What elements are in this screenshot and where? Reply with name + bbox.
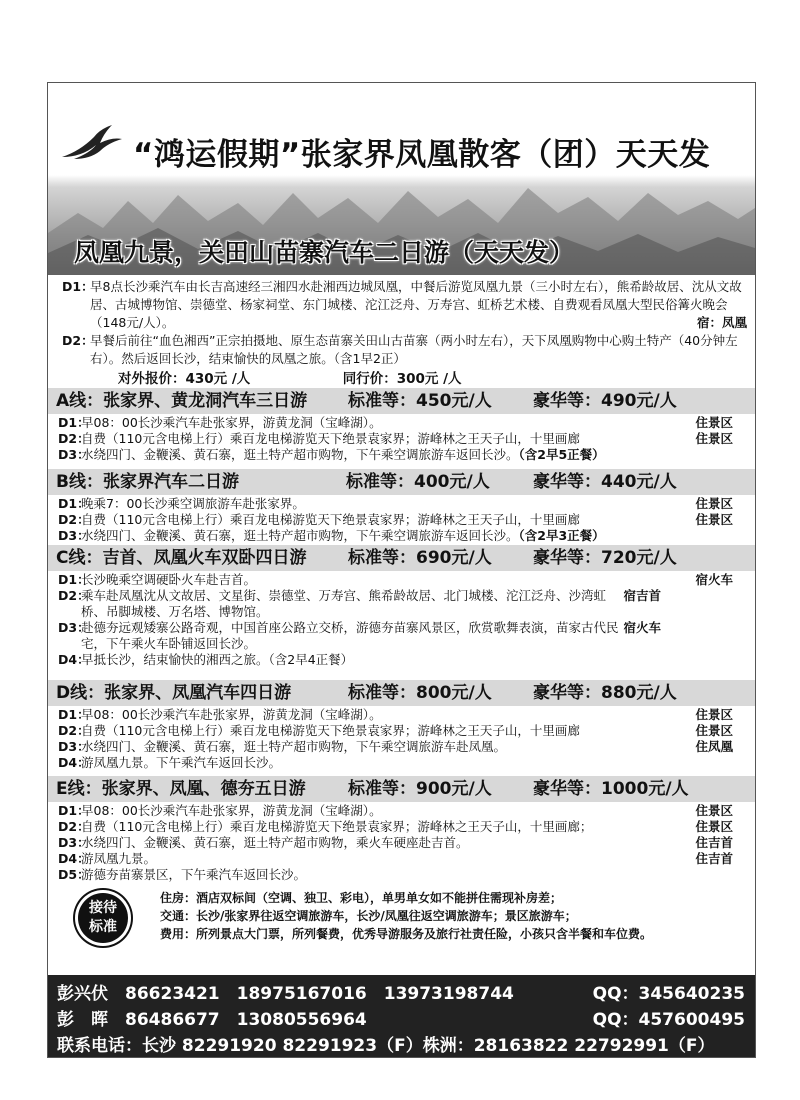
public-price: 对外报价：430元 /人 — [118, 371, 251, 387]
day-label: D2： — [62, 333, 94, 348]
luxury-price: 豪华等：880元/人 — [533, 683, 677, 703]
intro-itinerary — [48, 278, 755, 388]
luxury-price: 豪华等：1000元/人 — [533, 779, 689, 799]
day-row — [48, 867, 755, 883]
day-row — [48, 572, 755, 588]
route-days — [48, 571, 755, 668]
stay-label: 住吉首 — [695, 851, 733, 866]
day-label: D1： — [58, 415, 90, 430]
day-text: 早08：00长沙乘汽车赴张家界，游黄龙洞（宝峰湖）。 — [81, 415, 382, 430]
route-section — [48, 545, 755, 668]
route-days — [48, 414, 755, 463]
route-section — [48, 388, 755, 463]
stay-label: 住景区 — [695, 431, 733, 446]
intro-day-2 — [48, 332, 755, 368]
day-label: D2： — [58, 723, 90, 738]
meal-note: （含2早3正餐） — [518, 528, 605, 543]
day-row — [48, 512, 755, 528]
intro-day-1 — [48, 278, 755, 332]
banner-subtitle: 凤凰九景，关田山苗寨汽车二日游（天天发） — [74, 238, 575, 267]
day-label: D3： — [58, 620, 90, 635]
stay-label: 宿火车 — [623, 620, 661, 635]
day-text: 游凤凰九景。 — [81, 851, 157, 866]
day-label: D5： — [58, 867, 90, 882]
stay-label: 住景区 — [695, 819, 733, 834]
day-text: 早08：00长沙乘汽车赴张家界，游黄龙洞（宝峰湖）。 — [81, 707, 382, 722]
day-text: 游凤凰九景。下午乘汽车返回长沙。 — [81, 755, 282, 770]
badge-line-2: 标准 — [89, 919, 117, 935]
day-row — [48, 415, 755, 431]
day-text: 自费（110元含电梯上行）乘百龙电梯游览天下绝景袁家界；游峰林之王天子山，十里画廊 — [81, 512, 580, 527]
day-text: 早餐后前往“血色湘西”正宗拍摄地、原生态苗寨关田山古苗寨（两小时左右），天下凤凰购物中心购土特产（40分钟左右）。然后返回长沙，结束愉快的凤凰之旅。（含1早2正） — [90, 333, 738, 366]
stay-label: 住景区 — [695, 415, 733, 430]
day-text: 水绕四门、金鞭溪、黄石寨，逛土特产超市购物，乘火车硬座赴吉首。 — [81, 835, 469, 850]
day-row — [48, 819, 755, 835]
stay-label: 住景区 — [695, 803, 733, 818]
route-section — [48, 469, 755, 544]
day-text: 自费（110元含电梯上行）乘百龙电梯游览天下绝景袁家界；游峰林之王天子山，十里画廊； — [81, 819, 593, 834]
day-row — [48, 723, 755, 739]
day-row — [48, 447, 755, 463]
day-label: D1： — [62, 279, 94, 294]
day-row — [48, 431, 755, 447]
route-name: A线：张家界、黄龙洞汽车三日游 — [56, 391, 308, 411]
day-row — [48, 851, 755, 867]
contact-row-1: 彭兴伏 86623421 18975167016 13973198744 — [57, 984, 514, 1004]
route-name: C线：吉首、凤凰火车双卧四日游 — [56, 548, 307, 568]
route-header — [48, 680, 755, 706]
standard-price: 标准等：900元/人 — [348, 779, 492, 799]
route-name: D线：张家界、凤凰汽车四日游 — [56, 683, 292, 703]
day-label: D4： — [58, 652, 90, 667]
route-header — [48, 469, 755, 495]
stay-label: 住景区 — [695, 512, 733, 527]
day-text: 长沙晚乘空调硬卧火车赴吉首。 — [81, 572, 257, 587]
day-row — [48, 835, 755, 851]
stay-label: 住景区 — [695, 496, 733, 511]
route-section — [48, 776, 755, 883]
day-row — [48, 496, 755, 512]
day-text: 早抵长沙，结束愉快的湘西之旅。（含2早4正餐） — [81, 652, 354, 667]
day-label: D4： — [58, 851, 90, 866]
day-text: 晚乘7：00长沙乘空调旅游车赴张家界。 — [81, 496, 305, 511]
day-label: D2： — [58, 512, 90, 527]
intro-prices — [48, 370, 755, 388]
fees-line: 费用：所列景点大门票，所列餐费，优秀导游服务及旅行社责任险，小孩只含半餐和车位费。 — [160, 927, 653, 941]
day-row — [48, 620, 755, 652]
stay-label: 住吉首 — [695, 835, 733, 850]
route-days — [48, 706, 755, 771]
route-name: B线：张家界汽车二日游 — [56, 472, 239, 492]
day-row — [48, 803, 755, 819]
day-label: D1： — [58, 707, 90, 722]
contact-row-3: 联系电话：长沙 82291920 82291923（F）株洲：28163822 22792991（F） — [57, 1036, 715, 1056]
lodging-line: 住房：酒店双标间（空调、独卫、彩电），单男单女如不能拼住需现补房差； — [160, 891, 563, 905]
day-text: 早08：00长沙乘汽车赴张家界，游黄龙洞（宝峰湖）。 — [81, 803, 382, 818]
day-label: D2： — [58, 819, 90, 834]
day-text: 早8点长沙乘汽车由长吉高速经三湘四水赴湘西边城凤凰，中餐后游览凤凰九景（三小时左右），熊希龄故居、沈从文故居、古城博物馆、崇德堂、杨家祠堂、东门城楼、沱江泛舟、万寿宫、虹桥艺术楼、自费观看凤凰大型民俗篝火晚会（148元/人）。 — [90, 279, 742, 330]
day-row — [48, 652, 755, 668]
day-label: D1： — [58, 572, 90, 587]
day-label: D3： — [58, 835, 90, 850]
standard-price: 标准等：400元/人 — [346, 472, 490, 492]
day-text: 水绕四门、金鞭溪、黄石寨，逛土特产超市购物，下午乘空调旅游车赴凤凰。 — [81, 739, 507, 754]
swallow-logo-icon — [60, 123, 124, 163]
day-row — [48, 707, 755, 723]
day-row — [48, 588, 755, 620]
day-text: 水绕四门、金鞭溪、黄石寨，逛土特产超市购物，下午乘空调旅游车返回长沙。 — [81, 528, 519, 543]
contact-row-2: 彭 晖 86486677 13080556964 — [57, 1010, 367, 1030]
day-row — [48, 755, 755, 771]
day-label: D3： — [58, 739, 90, 754]
flyer — [47, 82, 756, 1058]
route-days — [48, 802, 755, 883]
day-label: D2： — [58, 431, 90, 446]
day-text: 乘车赴凤凰沈从文故居、文星街、崇德堂、万寿宫、熊希龄故居、北门城楼、沱江泛舟、沙湾虹桥、吊脚城楼、万名塔、博物馆。 — [81, 588, 607, 619]
day-label: D3： — [58, 528, 90, 543]
standard-price: 标准等：690元/人 — [348, 548, 492, 568]
contact-qq-1: QQ：345640235 — [592, 984, 745, 1004]
day-label: D3： — [58, 447, 90, 462]
meal-note: （含2早5正餐） — [518, 447, 605, 462]
luxury-price: 豪华等：440元/人 — [533, 472, 677, 492]
contact-qq-2: QQ：457600495 — [592, 1010, 745, 1030]
stay-label: 住凤凰 — [695, 739, 733, 754]
stay-label: 宿火车 — [695, 572, 733, 587]
stay-label: 宿吉首 — [623, 588, 661, 603]
route-header — [48, 388, 755, 414]
luxury-price: 豪华等：490元/人 — [533, 391, 677, 411]
standard-price: 标准等：450元/人 — [348, 391, 492, 411]
header-banner — [48, 83, 755, 275]
standard-price: 标准等：800元/人 — [348, 683, 492, 703]
day-text: 游德夯苗寨景区，下午乘汽车返回长沙。 — [81, 867, 307, 882]
page-title: “鸿运假期”张家界凤凰散客（团）天天发 — [133, 137, 711, 173]
route-name: E线：张家界、凤凰、德夯五日游 — [56, 779, 306, 799]
day-label: D1： — [58, 496, 90, 511]
route-days — [48, 495, 755, 544]
day-text: 自费（110元含电梯上行）乘百龙电梯游览天下绝景袁家界；游峰林之王天子山，十里画廊 — [81, 723, 580, 738]
day-text: 水绕四门、金鞭溪、黄石寨，逛土特产超市购物，下午乘空调旅游车返回长沙。 — [81, 447, 519, 462]
stay-label: 住景区 — [695, 723, 733, 738]
route-header — [48, 545, 755, 571]
day-row — [48, 528, 755, 544]
day-text: 自费（110元含电梯上行）乘百龙电梯游览天下绝景袁家界；游峰林之王天子山，十里画廊 — [81, 431, 580, 446]
day-label: D1： — [58, 803, 90, 818]
peer-price: 同行价：300元 /人 — [342, 371, 462, 387]
route-header — [48, 776, 755, 802]
service-lines — [160, 889, 652, 943]
luxury-price: 豪华等：720元/人 — [533, 548, 677, 568]
day-label: D2： — [58, 588, 90, 603]
service-standards — [48, 889, 755, 945]
route-section — [48, 680, 755, 771]
badge-line-1: 接待 — [89, 900, 117, 916]
day-text: 赴德夯远观矮寨公路奇观，中国首座公路立交桥，游德夯苗寨风景区，欣赏歌舞表演，苗家古代民宅，下午乘火车卧铺返回长沙。 — [81, 620, 619, 651]
day-label: D4： — [58, 755, 90, 770]
service-badge — [78, 893, 128, 943]
day-row — [48, 739, 755, 755]
stay-label: 住景区 — [695, 707, 733, 722]
stay-label: 宿：凤凰 — [696, 315, 747, 330]
contact-bar — [48, 975, 755, 1057]
transport-line: 交通：长沙/张家界往返空调旅游车，长沙/凤凰往返空调旅游车；景区旅游车； — [160, 909, 577, 923]
